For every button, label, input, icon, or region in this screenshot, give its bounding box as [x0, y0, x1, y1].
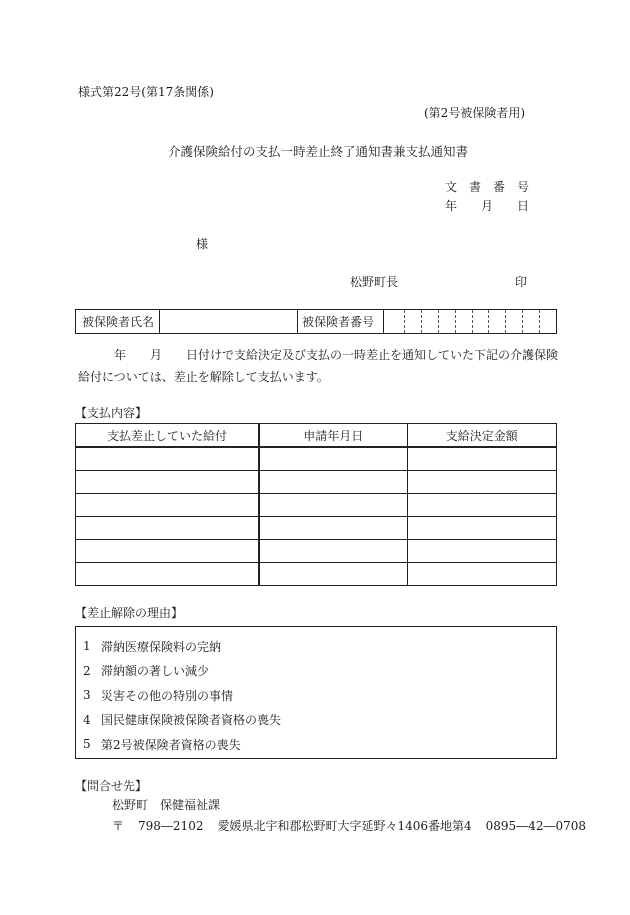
table-cell[interactable]: [259, 517, 407, 540]
insured-number-digit-box[interactable]: [405, 310, 422, 333]
reason-number: 2: [83, 663, 91, 678]
list-item: [83, 634, 556, 659]
payment-table: [75, 423, 557, 586]
payment-header-amount: 支給決定金額: [407, 424, 556, 448]
reason-text: 滞納額の著しい減少: [101, 664, 210, 679]
seal-mark: 印: [515, 275, 528, 289]
table-cell[interactable]: [407, 471, 556, 494]
table-cell[interactable]: [407, 494, 556, 517]
table-cell[interactable]: [259, 471, 407, 494]
reason-number: 3: [83, 688, 91, 703]
notice-line-2: 給付については、差止を解除して支払います。: [78, 370, 329, 384]
insured-number-field[interactable]: [384, 310, 556, 333]
contact-address: 愛媛県北宇和郡松野町大字延野々1406番地第4: [217, 819, 472, 833]
reason-number: 5: [83, 737, 91, 752]
addressee-suffix: 様: [196, 237, 209, 251]
reason-text: 国民健康保険被保険者資格の喪失: [101, 713, 282, 728]
list-item: [83, 708, 556, 733]
insured-number-digit-box[interactable]: [489, 310, 506, 333]
table-cell[interactable]: [76, 517, 260, 540]
table-row: [76, 447, 557, 471]
insured-number-digit-box[interactable]: [388, 310, 405, 333]
insured-number-digit-box[interactable]: [456, 310, 473, 333]
table-cell[interactable]: [76, 447, 260, 471]
contact-phone: 0895―42―0708: [485, 819, 587, 833]
insured-number-digit-box[interactable]: [473, 310, 490, 333]
form-number: 様式第22号(第17条関係): [78, 85, 214, 99]
table-cell[interactable]: [259, 563, 407, 586]
table-cell[interactable]: [259, 494, 407, 517]
table-cell[interactable]: [407, 540, 556, 563]
insured-type-label: (第2号被保険者用): [424, 106, 525, 120]
table-row: [76, 471, 557, 494]
payment-header-benefit: 支払差止していた給付: [76, 424, 260, 448]
table-cell[interactable]: [407, 447, 556, 471]
insured-number-label: 被保険者番号: [298, 310, 384, 333]
insured-number-digit-box[interactable]: [439, 310, 456, 333]
insured-name-label: 被保険者氏名: [76, 310, 160, 333]
insured-number-digit-box[interactable]: [506, 310, 523, 333]
table-row: [76, 494, 557, 517]
contact-department: 松野町 保健福祉課: [112, 798, 221, 812]
insured-info-row: [75, 309, 557, 334]
reason-text: 災害その他の特別の事情: [101, 688, 234, 703]
reason-number: 4: [83, 712, 91, 727]
table-row: [76, 517, 557, 540]
document-date-label: 年 月 日: [445, 199, 530, 213]
table-cell[interactable]: [259, 447, 407, 471]
table-cell[interactable]: [76, 563, 260, 586]
table-cell[interactable]: [76, 471, 260, 494]
reason-section-title: 【差止解除の理由】: [75, 606, 184, 620]
table-row: [76, 563, 557, 586]
notice-line-1: 年 月 日付けで支給決定及び支払の一時差止を通知していた下記の介護保険: [114, 348, 559, 362]
table-cell[interactable]: [407, 517, 556, 540]
payment-section-title: 【支払内容】: [75, 406, 148, 420]
reason-text: 滞納医療保険料の完納: [101, 639, 222, 654]
table-cell[interactable]: [76, 494, 260, 517]
table-cell[interactable]: [407, 563, 556, 586]
contact-section-title: 【問合せ先】: [75, 779, 148, 793]
list-item: [83, 732, 556, 757]
reason-number: 1: [83, 639, 91, 654]
insured-number-digit-box[interactable]: [422, 310, 439, 333]
postal-mark: 〒: [112, 819, 125, 833]
postal-code: 798―2102: [138, 819, 204, 833]
reason-text: 第2号被保険者資格の喪失: [101, 737, 241, 752]
insured-number-digit-box[interactable]: [540, 310, 556, 333]
list-item: [83, 659, 556, 684]
document-number-label: 文 書 番 号: [445, 180, 530, 194]
payment-header-date: 申請年月日: [259, 424, 407, 448]
table-cell[interactable]: [259, 540, 407, 563]
contact-address-line: [112, 820, 600, 832]
issuer-name: 松野町長: [350, 275, 399, 289]
table-row: [76, 540, 557, 563]
insured-name-field[interactable]: [160, 310, 298, 333]
table-cell[interactable]: [76, 540, 260, 563]
reason-list: [75, 626, 557, 759]
insured-number-digit-box[interactable]: [523, 310, 540, 333]
list-item: [83, 683, 556, 708]
document-title: 介護保険給付の支払一時差止終了通知書兼支払通知書: [168, 144, 469, 159]
